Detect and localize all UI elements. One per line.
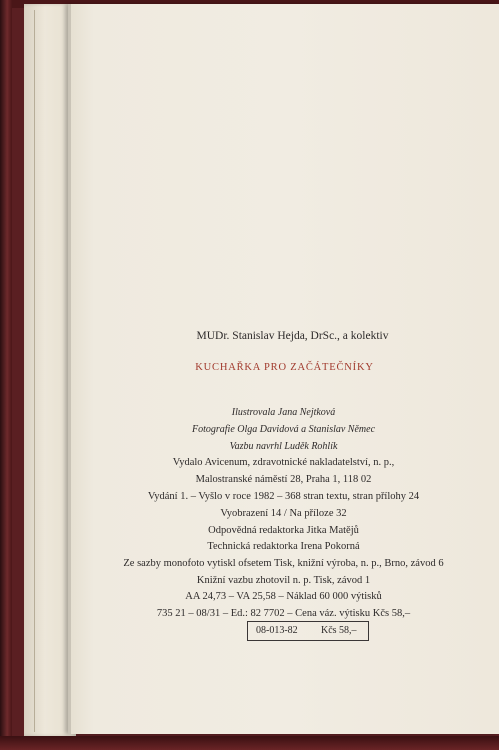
imprint-illustrations: Vyobrazení 14 / Na příloze 32 xyxy=(220,508,347,519)
price-box-price: Kčs 58,– xyxy=(321,625,357,636)
book-title: KUCHAŘKA PRO ZAČÁTEČNÍKY xyxy=(195,362,374,373)
imprint-publisher: Vydalo Avicenum, zdravotnické nakladatelství, n. p., xyxy=(172,457,395,468)
credit-binding-design: Vazbu navrhl Luděk Rohlík xyxy=(229,441,338,452)
author-line: MUDr. Stanislav Hejda, DrSc., a kolektiv xyxy=(196,330,389,342)
book-cover-bottom xyxy=(0,736,499,750)
imprint-price-line: 735 21 – 08/31 – Ed.: 82 7702 – Cena váz. výtisku Kčs 58,– xyxy=(156,608,411,619)
imprint-printer: Ze sazby monofoto vytiskl ofsetem Tisk, knižní výroba, n. p., Brno, závod 6 xyxy=(123,558,444,569)
imprint-print-run: AA 24,73 – VA 25,58 – Náklad 60 000 výtisků xyxy=(185,591,382,602)
price-box-code: 08-013-82 xyxy=(256,625,298,636)
imprint-technical-editor: Technická redaktorka Irena Pokorná xyxy=(207,541,360,552)
imprint-bindery: Knižní vazbu zhotovil n. p. Tisk, závod 1 xyxy=(196,575,371,586)
credit-illustrator: Ilustrovala Jana Nejtková xyxy=(231,407,336,418)
imprint-editor: Odpovědná redaktorka Jitka Matějů xyxy=(208,525,359,536)
book-cover-spine xyxy=(0,0,12,750)
imprint-edition: Vydání 1. – Vyšlo v roce 1982 – 368 stran textu, stran přílohy 24 xyxy=(147,491,420,502)
imprint-address: Malostranské náměstí 28, Praha 1, 118 02 xyxy=(195,474,372,485)
price-box xyxy=(247,621,369,641)
page-edge-line xyxy=(34,10,35,732)
credit-photography: Fotografie Olga Davidová a Stanislav Němec xyxy=(191,424,376,435)
